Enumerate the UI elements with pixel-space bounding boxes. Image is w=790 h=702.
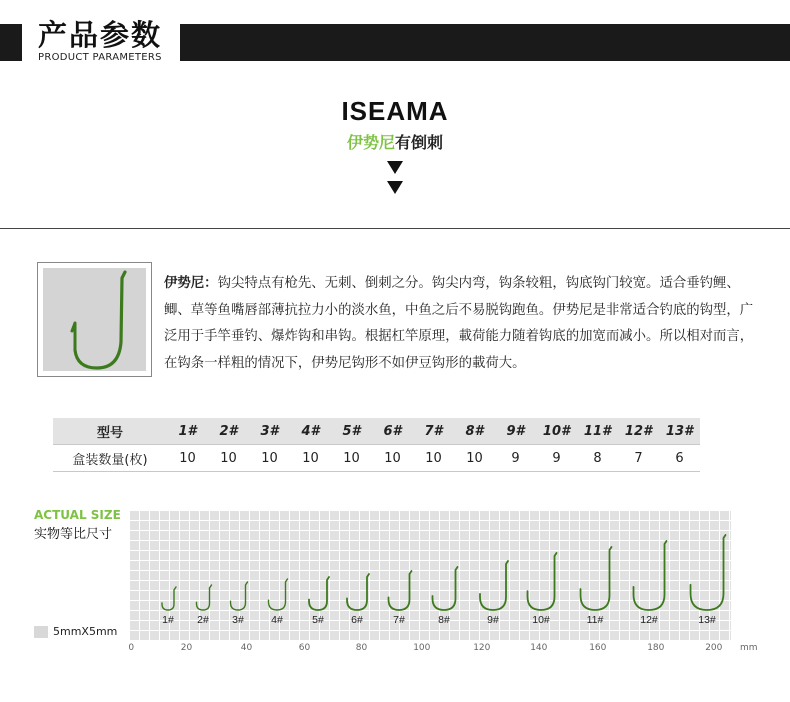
hook-size-label: 1# <box>162 614 174 626</box>
hook-size-label: 5# <box>312 614 324 626</box>
table-header-label: 型号 <box>53 418 167 445</box>
table-cell-size: 3# <box>249 418 290 445</box>
table-cell-count: 10 <box>167 445 208 472</box>
hook-size-label: 7# <box>393 614 405 626</box>
model-feature: 有倒刺 <box>395 133 444 152</box>
table-cell-size: 12# <box>618 418 659 445</box>
hook-size-label: 4# <box>271 614 283 626</box>
table-cell-size: 11# <box>577 418 618 445</box>
table-cell-size: 1# <box>167 418 208 445</box>
table-cell-count: 10 <box>290 445 331 472</box>
table-cell-size: 5# <box>331 418 372 445</box>
table-cell-size: 10# <box>536 418 577 445</box>
ruler-tick-label: 200 <box>705 643 723 653</box>
ruler-tick-label: 180 <box>647 643 665 653</box>
ruler-tick-label: 40 <box>240 643 253 653</box>
table-cell-size: 9# <box>495 418 536 445</box>
table-cell-count: 10 <box>249 445 290 472</box>
hook-icon <box>528 553 557 610</box>
hook-size-label: 11# <box>586 614 604 626</box>
hook-size-label: 13# <box>698 614 716 626</box>
table-row-label: 盒装数量(枚) <box>53 445 167 472</box>
ruler-tick-label: 120 <box>473 643 491 653</box>
actual-size-title: ACTUAL SIZE <box>34 508 121 522</box>
hook-icon <box>480 561 508 610</box>
hook-icon <box>347 574 369 610</box>
ruler-unit-label: mm <box>740 643 758 653</box>
hook-icon <box>433 567 458 610</box>
ruler-tick-label: 80 <box>355 643 368 653</box>
hook-icon <box>634 541 667 610</box>
description-lead: 伊势尼： <box>164 276 218 291</box>
table-cell-count: 9 <box>495 445 536 472</box>
table-cell-count: 10 <box>454 445 495 472</box>
ruler-tick-label: 100 <box>413 643 431 653</box>
hook-size-label: 3# <box>232 614 244 626</box>
table-cell-count: 10 <box>331 445 372 472</box>
hook-icon <box>231 582 248 610</box>
table-cell-count: 10 <box>208 445 249 472</box>
ruler-tick-label: 20 <box>180 643 193 653</box>
ruler-tick-label: 60 <box>298 643 311 653</box>
section-title: 产品参数 <box>38 18 163 52</box>
hook-icon <box>269 579 288 610</box>
table-cell-size: 2# <box>208 418 249 445</box>
hook-icon <box>581 547 612 610</box>
hook-icon <box>691 535 726 610</box>
hook-size-label: 12# <box>640 614 658 626</box>
hook-size-label: 8# <box>438 614 450 626</box>
table-cell-count: 7 <box>618 445 659 472</box>
table-cell-size: 6# <box>372 418 413 445</box>
brand-name: ISEAMA <box>341 96 449 126</box>
table-cell-count: 6 <box>659 445 700 472</box>
table-cell-size: 13# <box>659 418 700 445</box>
table-cell-count: 10 <box>372 445 413 472</box>
ruler-tick-label: 0 <box>128 643 135 653</box>
hook-icon <box>197 585 212 610</box>
section-subtitle: PRODUCT PARAMETERS <box>38 52 162 63</box>
hook-size-label: 9# <box>487 614 499 626</box>
size-ruler <box>0 643 790 657</box>
table-cell-count: 10 <box>413 445 454 472</box>
hook-icon <box>162 587 176 610</box>
description-text: 钩尖特点有枪先、无刺、倒刺之分。钩尖内弯，钩条较粗，钩底钩门较宽。适合垂钓鲤、鲫、草等鱼嘴唇部薄抗拉力小的淡水鱼，中鱼之后不易脱钩跑鱼。伊势尼是非常适合钓底的钩型，广泛用于手竿垂钓、爆炸钩和串钩。根据杠竿原理，載荷能力随着钩底的加宽而减小。所以相对而言，在钩条一样粗的情况下，伊势尼钩形不如伊豆钩形的載荷大。 <box>164 276 754 371</box>
hook-icon <box>309 577 329 610</box>
table-cell-count: 8 <box>577 445 618 472</box>
hook-size-label: 10# <box>532 614 550 626</box>
table-cell-size: 8# <box>454 418 495 445</box>
hook-size-label: 2# <box>197 614 209 626</box>
table-cell-count: 9 <box>536 445 577 472</box>
table-cell-size: 4# <box>290 418 331 445</box>
table-cell-size: 7# <box>413 418 454 445</box>
ruler-tick-label: 140 <box>530 643 548 653</box>
hook-icon <box>389 571 412 610</box>
hook-size-label: 6# <box>351 614 363 626</box>
grid-legend-label: 5mmX5mm <box>53 625 118 638</box>
actual-size-subtitle: 实物等比尺寸 <box>34 527 113 542</box>
ruler-tick-label: 160 <box>589 643 607 653</box>
model-name: 伊势尼 <box>346 133 395 152</box>
